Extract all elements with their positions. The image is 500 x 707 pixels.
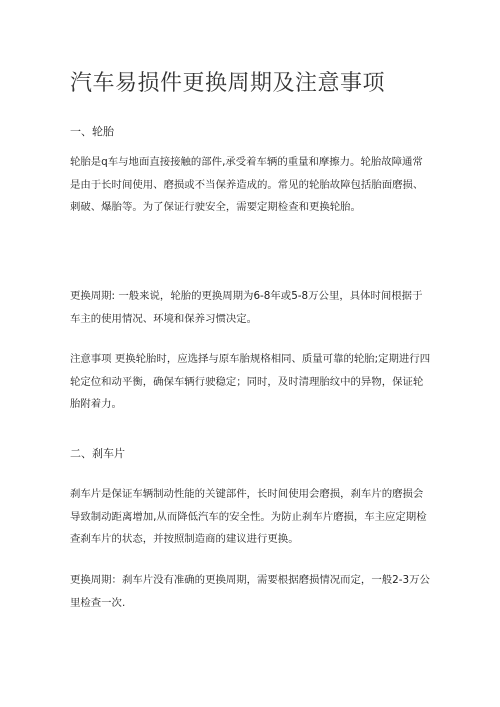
section-heading-tires: 一、轮胎 xyxy=(70,125,114,138)
brake-pads-intro-paragraph: 刹车片是保证车辆制动性能的关键部件，长时间使用会磨损，刹车片的磨损会导致制动距离增加,从而降低汽车的安全性。为防止刹车片磨损，车主应定期检查刹车片的状态，并按照制造商的建议进行更换。 xyxy=(70,488,427,545)
section-heading-brake-pads: 二、刹车片 xyxy=(70,447,125,460)
tires-replacement-cycle-paragraph: 更换周期: 一般来说，轮胎的更换周期为6-8年或5-8万公里，具体时间根据于车主的使用情况、环境和保养习惯决定。 xyxy=(70,290,423,325)
brake-pads-replacement-cycle-paragraph: 更换周期：刹车片没有准确的更换周期，需要根据磨损情况而定，一般2-3万公里检查一次. xyxy=(70,574,430,609)
tires-intro-paragraph: 轮胎是q车与地面直接接触的部件,承受着车辆的重量和摩擦力。轮胎故障通常是由于长时间使用、磨损或不当保养造成的。常见的轮胎故障包括胎面磨损、刺破、爆胎等。为了保证行驶安全，需要定期检查和更换轮胎。 xyxy=(70,156,424,213)
document-title: 汽车易损件更换周期及注意事项 xyxy=(70,71,386,96)
tires-notes-paragraph: 注意事项 更换轮胎时，应选择与原车胎规格相同、质量可靠的轮胎;定期进行四轮定位和动平衡，确保车辆行驶稳定；同时，及时清理胎纹中的异物，保证轮胎附着力。 xyxy=(70,353,431,410)
